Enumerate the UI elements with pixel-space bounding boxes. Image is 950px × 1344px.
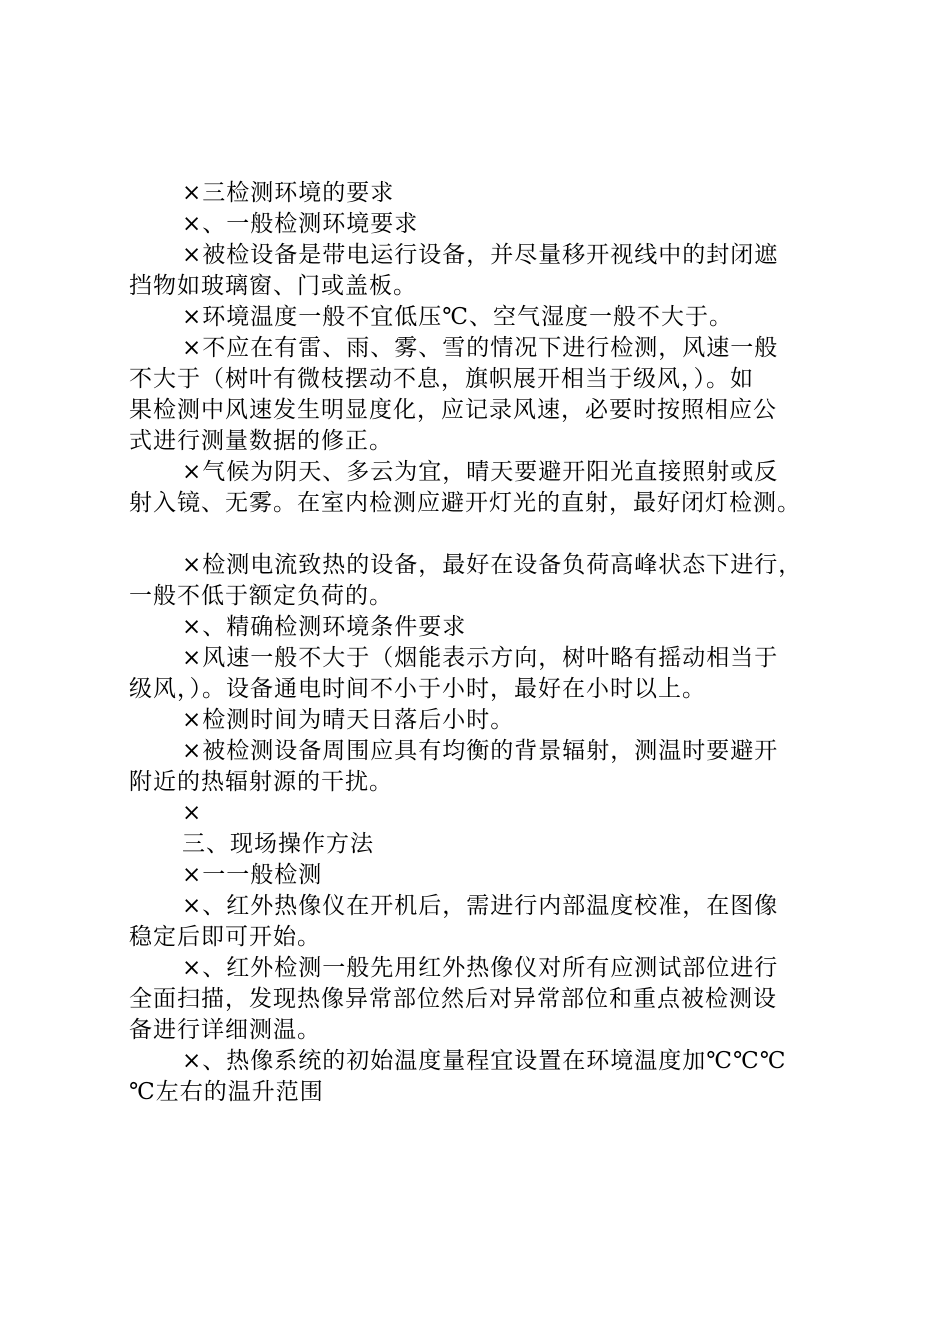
text-line: 一般不低于额定负荷的。 [129, 583, 393, 609]
text-line: ×、热像系统的初始温度量程宜设置在环境温度加℃℃℃ [182, 1048, 787, 1074]
text-line: 不大于（树叶有微枝摆动不息，旗帜展开相当于级风，）。如 [129, 366, 754, 392]
text-line: 果检测中风速发生明显度化，应记录风速，必要时按照相应公 [129, 397, 777, 423]
text-line: ×、红外热像仪在开机后，需进行内部温度校准，在图像 [182, 893, 779, 919]
text-line: ×风速一般不大于（烟能表示方向，树叶略有摇动相当于 [182, 645, 779, 671]
document-body [129, 178, 834, 1108]
text-line: ×、一般检测环境要求 [182, 211, 419, 237]
text-line: ×检测电流致热的设备，最好在设备负荷高峰状态下进行， [182, 552, 803, 578]
text-line: ×、红外检测一般先用红外热像仪对所有应测试部位进行 [182, 955, 779, 981]
text-line: 挡物如玻璃窗、门或盖板。 [129, 273, 417, 299]
text-line: ℃左右的温升范围 [129, 1079, 324, 1105]
text-line: 附近的热辐射源的干扰。 [129, 769, 393, 795]
text-line: 稳定后即可开始。 [129, 924, 321, 950]
text-line: ×环境温度一般不宜低压℃、空气湿度一般不大于。 [182, 304, 734, 330]
section-heading: 三、现场操作方法 [182, 831, 374, 857]
text-line: ×不应在有雷、雨、雾、雪的情况下进行检测，风速一般 [182, 335, 779, 361]
text-line: ×检测时间为晴天日落后小时。 [182, 707, 515, 733]
text-line: ×、精确检测环境条件要求 [182, 614, 467, 640]
text-line: 级风，）。设备通电时间不小于小时，最好在小时以上。 [129, 676, 706, 702]
text-line: ×三检测环境的要求 [182, 180, 395, 206]
text-line: 备进行详细测温。 [129, 1017, 321, 1043]
text-line: × [182, 800, 203, 826]
text-line: 式进行测量数据的修正。 [129, 428, 393, 454]
text-line: ×一一般检测 [182, 862, 323, 888]
text-line: 全面扫描，发现热像异常部位然后对异常部位和重点被检测设 [129, 986, 777, 1012]
blank-line [129, 519, 834, 550]
text-line: ×被检设备是带电运行设备，并尽量移开视线中的封闭遮 [182, 242, 779, 268]
text-line: ×被检测设备周围应具有均衡的背景辐射，测温时要避开 [182, 738, 779, 764]
text-line: 射入镜、无雾。在室内检测应避开灯光的直射，最好闭灯检测。 [129, 490, 801, 516]
text-line: ×气候为阴天、多云为宜，晴天要避开阳光直接照射或反 [182, 459, 779, 485]
